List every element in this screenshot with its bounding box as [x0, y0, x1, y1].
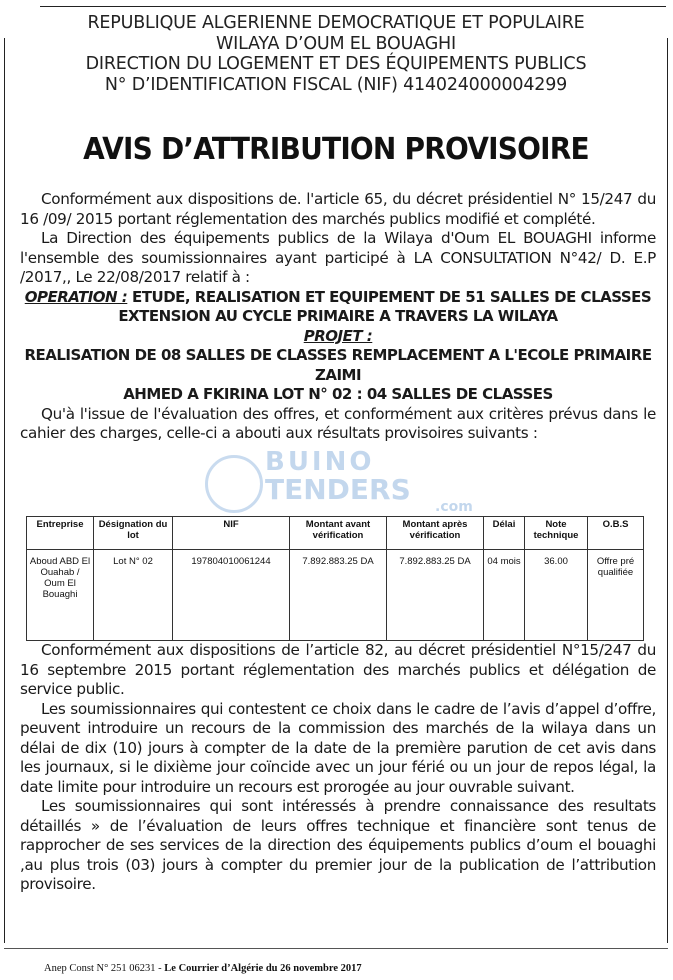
cell-note: 36.00: [525, 550, 588, 641]
globe-icon: [205, 455, 263, 513]
cell-delai: 04 mois: [484, 550, 525, 641]
operation-label: OPERATION :: [24, 287, 128, 306]
cell-designation: Lot N° 02: [94, 550, 173, 641]
footer-newspaper: Le Courrier d’Algérie du 26 novembre 2017: [164, 963, 362, 974]
watermark-suffix: .com: [435, 499, 473, 515]
header-line-direction: DIRECTION DU LOGEMENT ET DES ÉQUIPEMENTS PUBLICS: [85, 54, 587, 74]
notice-body: [20, 190, 656, 444]
projet-line-1: REALISATION DE 08 SALLES DE CLASSES REMPLACEMENT A L'ECOLE PRIMAIRE ZAIMI: [24, 346, 652, 384]
issuer-header: [10, 13, 662, 95]
header-line-republic: REPUBLIQUE ALGERIENNE DEMOCRATIQUE ET POPULAIRE: [87, 13, 585, 33]
issue-paragraph: Qu'à l'issue de l'évaluation des offres, et conformément aux critères prévus dans le cahier des charges, celle-ci a abouti aux résultats provisoires suivants :: [20, 404, 656, 442]
closing-paragraph-2: Les soumissionnaires qui contestent ce choix dans le cadre de l’avis d’appel d’offre, peuvent introduire un recours de la commission des marchés de la wilaya dans un délai de dix (10) jours à compter de la date de la première parution de cet avis dans les journaux, si le dixième jour coïncide avec un jour férié ou un jour de repos légal, la date limite pour introduire un recours est prorogée au jour ouvrable suivant.: [20, 699, 656, 796]
frame-right-rule: [667, 38, 668, 943]
operation-line: [20, 288, 656, 327]
operation-text: ETUDE, REALISATION ET EQUIPEMENT DE 51 SALLES DE CLASSES EXTENSION AU CYCLE PRIMAIRE A TRAVERS LA WILAYA: [118, 287, 652, 325]
cell-entreprise: Aboud ABD El Ouahab / Oum El Bouaghi: [27, 550, 94, 641]
cell-montant-apres: 7.892.883.25 DA: [387, 550, 484, 641]
col-header-montant-avant: Montant avant vérification: [290, 517, 387, 550]
watermark-line-1: BUINO: [265, 447, 375, 477]
projet-line-2: AHMED A FKIRINA LOT N° 02 : 04 SALLES DE CLASSES: [123, 385, 553, 403]
watermark-line-2: TENDERS: [265, 473, 411, 506]
col-header-montant-apres: Montant après vérification: [387, 517, 484, 550]
col-header-nif: NIF: [173, 517, 290, 550]
publication-footer: [44, 963, 362, 974]
col-header-designation: Désignation du lot: [94, 517, 173, 550]
col-header-note: Note technique: [525, 517, 588, 550]
cell-nif: 197804010061244: [173, 550, 290, 641]
cell-obs: Offre pré qualifiée: [588, 550, 644, 641]
closing-paragraph-3: Les soumissionnaires qui sont intéressés à prendre connaissance des resultats détaillés » de l’évaluation de leurs offres technique et financière sont tenus de rapprocher de ses services de la direction des équipements publics d’oum el bouaghi ,au plus trois (03) jours à compter du premier jour de la publication de l’attribution provisoire.: [20, 797, 656, 893]
col-header-delai: Délai: [484, 517, 525, 550]
projet-label-line: [20, 327, 656, 347]
table-row: [27, 550, 644, 641]
cell-montant-avant: 7.892.883.25 DA: [290, 550, 387, 641]
frame-left-rule: [4, 38, 5, 943]
closing-body: [20, 641, 656, 895]
table-header-row: [27, 517, 644, 550]
intro-paragraph-2: La Direction des équipements publics de la Wilaya d'Oum EL BOUAGHI informe l'ensemble des soumissionnaires ayant participé à LA CONSULTATION N°42/ D. E.P /2017,, Le 22/08/2017 relatif à :: [20, 229, 656, 286]
frame-bottom-rule: [4, 948, 668, 949]
header-line-wilaya: WILAYA D’OUM EL BOUAGHI: [216, 33, 456, 54]
footer-reference: Anep Const N° 251 06231 -: [44, 963, 165, 974]
col-header-obs: O.B.S: [588, 517, 644, 550]
results-table: [26, 516, 644, 641]
notice-title: AVIS D’ATTRIBUTION PROVISOIRE: [83, 130, 589, 167]
col-header-entreprise: Entreprise: [27, 517, 94, 550]
intro-paragraph-1: Conformément aux dispositions de. l'article 65, du décret présidentiel N° 15/247 du 16 /09/ 2015 portant réglementation des marchés publics modifié et complété.: [20, 190, 656, 228]
header-line-nif: N° D’IDENTIFICATION FISCAL (NIF) 414024000004299: [104, 74, 568, 95]
projet-label: PROJET :: [303, 326, 373, 345]
frame-top-rule: [40, 6, 666, 7]
closing-paragraph-1: Conformément aux dispositions de l’article 82, au décret présidentiel N°15/247 du 16 septembre 2015 portant réglementation des marchés publics et délégation de service public.: [20, 641, 656, 698]
